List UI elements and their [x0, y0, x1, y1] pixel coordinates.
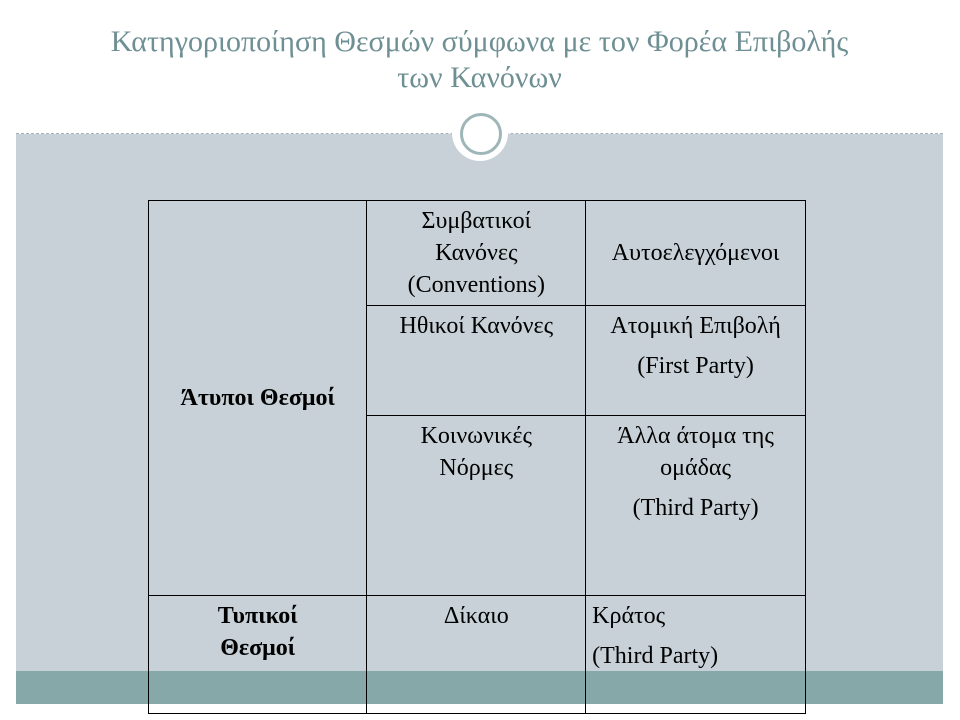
title-line-2: των Κανόνων	[397, 61, 562, 94]
enforcer-text: (First Party)	[637, 353, 754, 379]
enforcer-text: (Third Party)	[592, 643, 719, 669]
enforcer-cell	[586, 201, 806, 306]
circle-ornament-icon	[460, 113, 502, 155]
enforcer-cell	[586, 306, 806, 416]
rule-text: Νόρμες	[439, 455, 514, 481]
enforcer-cell	[586, 596, 806, 714]
rule-type-cell	[367, 306, 586, 416]
enforcer-text: Αυτοελεγχόμενοι	[611, 240, 780, 266]
rule-type-cell	[367, 596, 586, 714]
formal-institutions-cell	[149, 596, 367, 714]
enforcer-text: Κράτος	[592, 603, 666, 629]
rule-text: Κοινωνικές	[420, 423, 533, 449]
slide-title	[16, 24, 943, 96]
table-row	[149, 201, 806, 306]
rule-type-cell	[367, 416, 586, 596]
enforcer-cell	[586, 416, 806, 596]
informal-institutions-cell	[149, 201, 367, 596]
title-line-1: Κατηγοριοποίηση Θεσμών σύμφωνα με τον Φορέα Επιβολής	[110, 25, 849, 58]
rule-text: Ηθικοί Κανόνες	[399, 313, 554, 339]
table-row	[149, 596, 806, 714]
enforcer-text: Άλλα άτομα της	[617, 423, 774, 449]
rule-text: Δίκαιο	[443, 603, 509, 629]
formal-institutions-label: Τυπικοί	[217, 603, 298, 629]
enforcer-text: ομάδας	[660, 455, 731, 481]
institutions-table	[148, 200, 806, 714]
rule-text: Συμβατικοί	[421, 208, 532, 234]
rule-type-cell	[367, 201, 586, 306]
rule-text: Κανόνες	[435, 240, 518, 266]
rule-text: (Conventions)	[407, 272, 545, 298]
enforcer-text: Ατομική Επιβολή	[610, 313, 781, 339]
informal-institutions-label: Άτυποι Θεσμοί	[180, 385, 335, 411]
formal-institutions-label: Θεσμοί	[220, 635, 296, 661]
enforcer-text: (Third Party)	[632, 495, 759, 521]
